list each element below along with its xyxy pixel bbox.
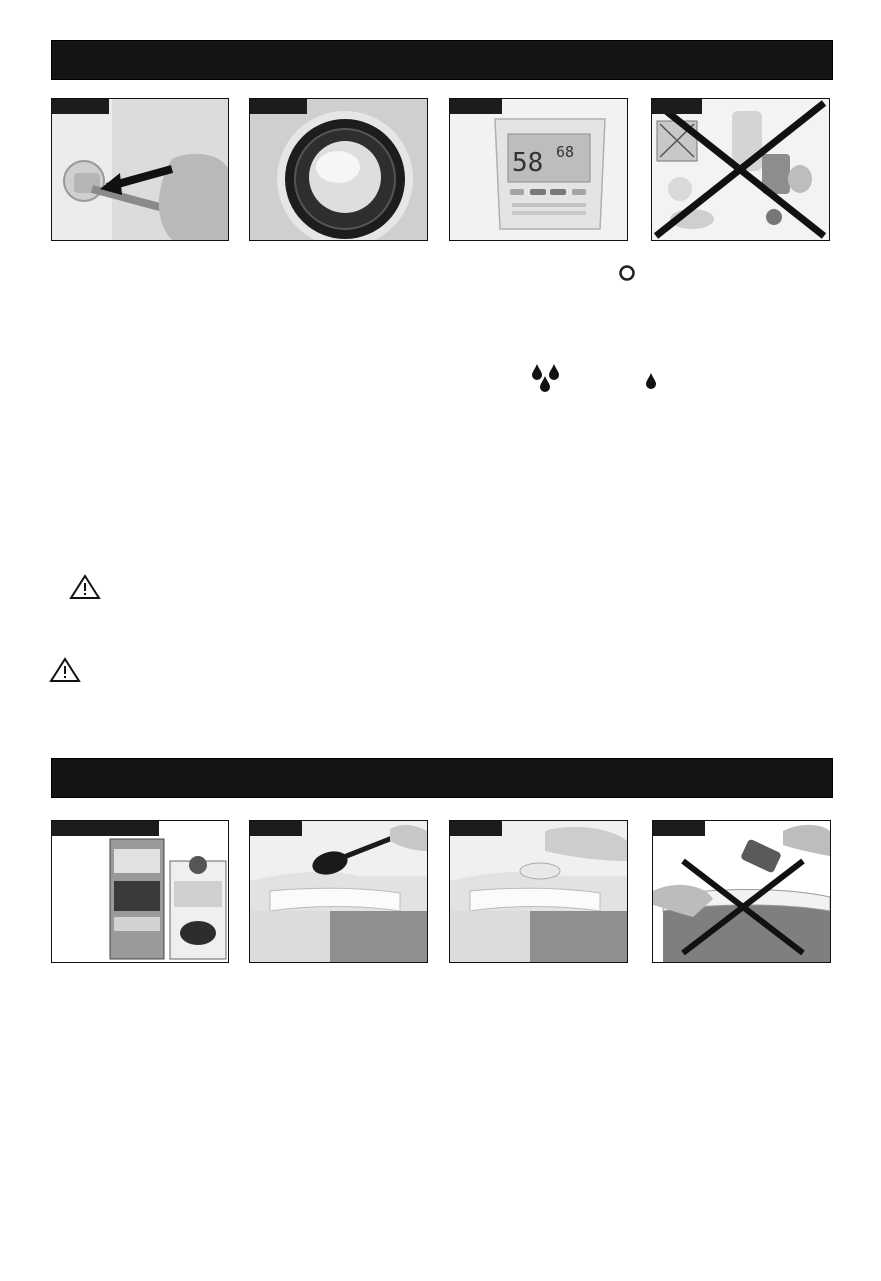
medicine-cup-fill-illustration bbox=[450, 821, 627, 962]
panel-tag bbox=[653, 821, 705, 836]
warning-triangle-icon bbox=[69, 574, 101, 600]
section-header-bar bbox=[51, 758, 833, 798]
panel-tag bbox=[52, 99, 109, 114]
digital-thermostat-display-illustration bbox=[450, 99, 627, 240]
display-value-secondary: 68 bbox=[556, 143, 575, 161]
warning-triangle-icon bbox=[49, 657, 81, 683]
panel-prohibited-items bbox=[651, 98, 830, 241]
panel-do-not-pour-in-tank bbox=[652, 820, 831, 963]
panel-tag bbox=[450, 821, 502, 836]
plug-into-outlet-illustration bbox=[52, 99, 228, 240]
panel-tag bbox=[52, 821, 159, 836]
control-dial-illustration bbox=[250, 99, 427, 240]
panel-plug-into-outlet bbox=[51, 98, 229, 241]
panel-digital-thermostat bbox=[449, 98, 628, 241]
panel-tag bbox=[450, 99, 502, 114]
panel-spoon-medicine-cup bbox=[249, 820, 428, 963]
panel-control-dial bbox=[249, 98, 428, 241]
panel-medicine-cup-fill bbox=[449, 820, 628, 963]
panel-tag bbox=[250, 99, 307, 114]
three-drops-high-icon bbox=[528, 362, 564, 396]
panel-tag bbox=[250, 821, 302, 836]
prohibited-items-crossed-illustration bbox=[652, 99, 829, 240]
spoon-medicine-cup-illustration bbox=[250, 821, 427, 962]
circle-off-icon bbox=[618, 264, 636, 282]
section-header-bar bbox=[51, 40, 833, 80]
do-not-pour-in-tank-crossed-illustration bbox=[653, 821, 830, 962]
panel-tag bbox=[652, 99, 702, 114]
panel-inhalant-products bbox=[51, 820, 229, 963]
one-drop-low-icon bbox=[644, 372, 658, 390]
display-value-primary: 58 bbox=[512, 148, 544, 178]
inhalant-products-illustration bbox=[52, 821, 228, 962]
